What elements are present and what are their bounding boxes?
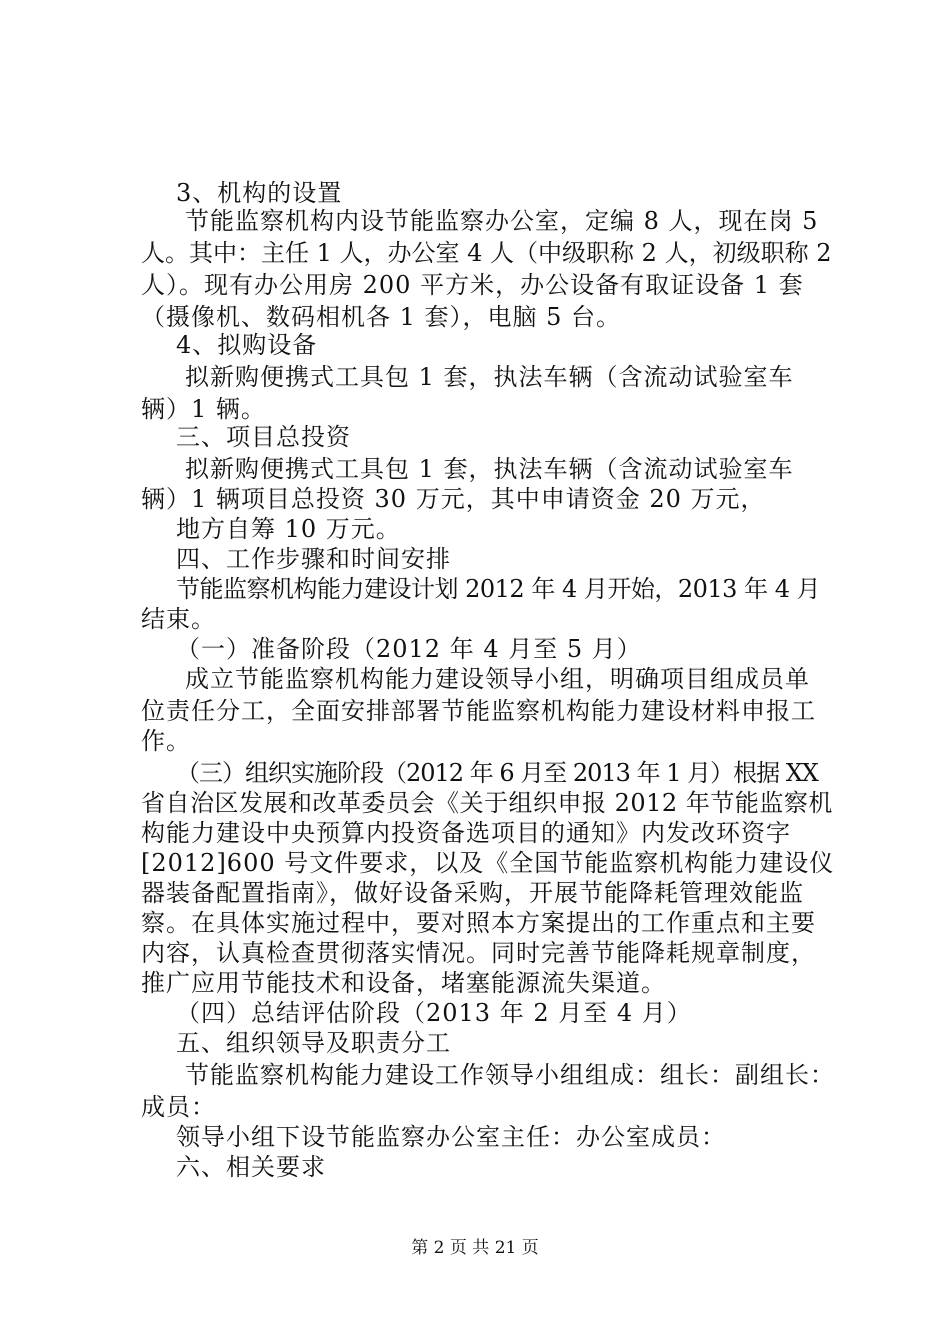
text-line: （一）准备阶段（2012 年 4 月至 5 月） (176, 635, 642, 663)
text-line: （摄像机、数码相机各 1 套），电脑 5 台。 (141, 303, 622, 331)
text-line: 拟新购便携式工具包 1 套，执法车辆（含流动试验室车 (185, 363, 794, 391)
text-line: 省自治区发展和改革委员会《关于组织申报 2012 年节能监察机 (141, 789, 833, 817)
text-line: [2012]600 号文件要求，以及《全国节能监察机构能力建设仪 (141, 849, 835, 877)
text-line: 成立节能监察机构能力建设领导小组，明确项目组成员单 (185, 665, 810, 693)
text-line: 辆）1 辆。 (141, 395, 266, 423)
text-line: 成员： (141, 1093, 216, 1121)
text-line: （三）组织实施阶段（2012 年 6 月至 2013 年 1 月）根据 XX (176, 759, 818, 787)
text-line: 器装备配置指南》，做好设备采购，开展节能降耗管理效能监 (141, 879, 804, 907)
text-line: 内容，认真检查贯彻落实情况。同时完善节能降耗规章制度， (141, 939, 816, 967)
text-line: 六、相关要求 (176, 1153, 326, 1181)
text-line: 位责任分工，全面安排部署节能监察机构能力建设材料申报工 (141, 697, 816, 725)
text-line: 四、工作步骤和时间安排 (176, 545, 451, 573)
text-line: 辆）1 辆项目总投资 30 万元，其中申请资金 20 万元， (141, 485, 766, 513)
text-line: 察。在具体实施过程中，要对照本方案提出的工作重点和主要 (141, 909, 816, 937)
text-line: 领导小组下设节能监察办公室主任：办公室成员： (176, 1123, 726, 1151)
text-line: 节能监察机构能力建设工作领导小组组成：组长：副组长： (185, 1061, 835, 1089)
text-line: 结束。 (141, 605, 216, 633)
text-line: 人。其中：主任 1 人，办公室 4 人（中级职称 2 人，初级职称 2 (141, 239, 832, 267)
text-line: 推广应用节能技术和设备，堵塞能源流失渠道。 (141, 969, 666, 997)
text-line: 节能监察机构内设节能监察办公室，定编 8 人，现在岗 5 (185, 207, 819, 235)
text-line: （四）总结评估阶段（2013 年 2 月至 4 月） (176, 999, 692, 1027)
text-line: 五、组织领导及职责分工 (176, 1029, 451, 1057)
text-line: 地方自筹 10 万元。 (176, 515, 401, 543)
text-line: 3、机构的设置 (176, 179, 343, 207)
text-line: 三、项目总投资 (176, 423, 351, 451)
page-number-footer: 第 2 页 共 21 页 (411, 1238, 539, 1258)
text-line: 4、拟购设备 (176, 331, 318, 359)
text-line: 人）。现有办公用房 200 平方米，办公设备有取证设备 1 套 (141, 271, 804, 299)
text-line: 拟新购便携式工具包 1 套，执法车辆（含流动试验室车 (185, 455, 794, 483)
text-line: 构能力建设中央预算内投资备选项目的通知》内发改环资字 (141, 819, 791, 847)
text-line: 作。 (141, 727, 191, 755)
text-line: 节能监察机构能力建设计划 2012 年 4 月开始，2013 年 4 月 (176, 575, 821, 603)
